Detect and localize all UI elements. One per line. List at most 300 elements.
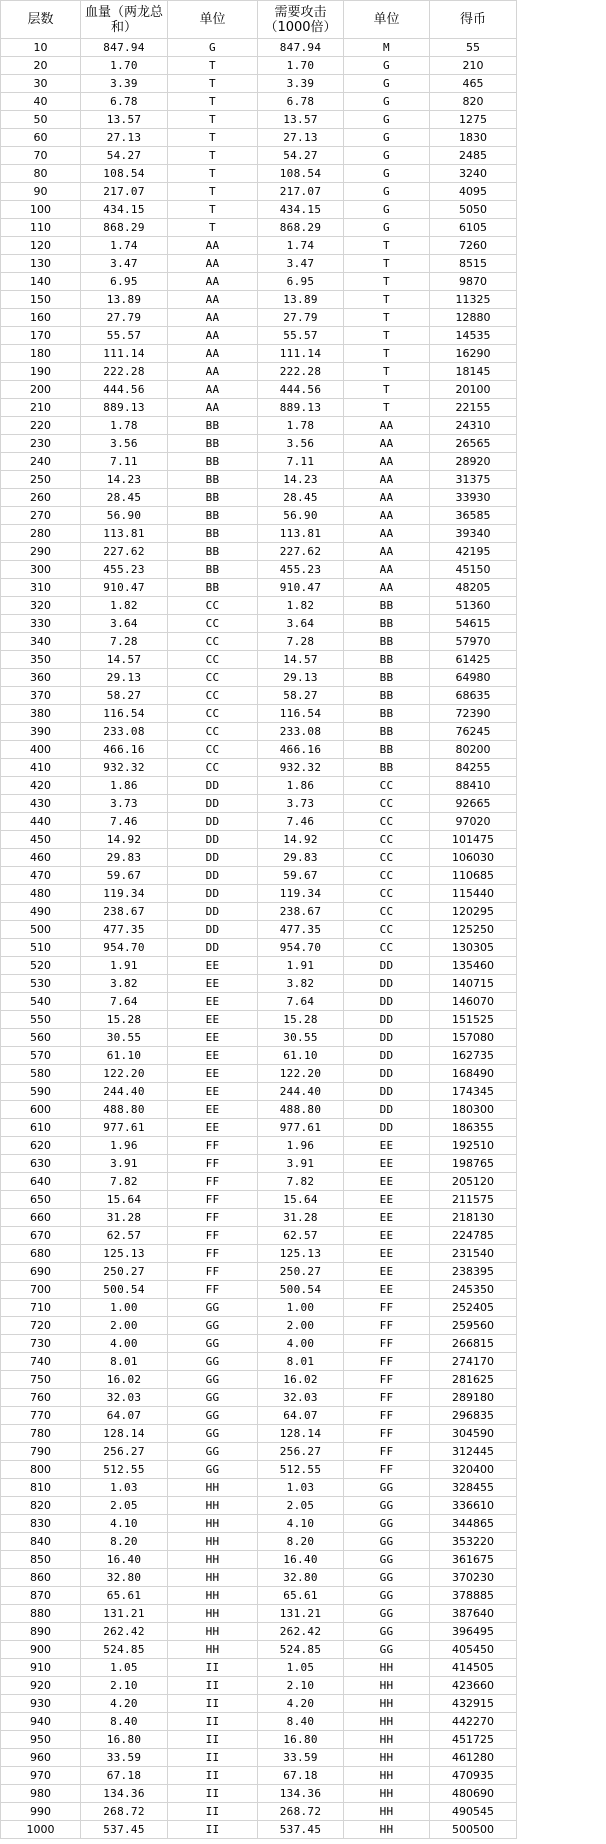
attack-unit-cell: AA bbox=[344, 453, 430, 471]
hp-cell: 2.10 bbox=[81, 1677, 168, 1695]
hp-cell: 1.05 bbox=[81, 1659, 168, 1677]
coins-cell: 432915 bbox=[430, 1695, 517, 1713]
coins-cell: 39340 bbox=[430, 525, 517, 543]
attack-unit-cell: AA bbox=[344, 525, 430, 543]
table-row bbox=[1, 1461, 517, 1479]
attack-cell: 227.62 bbox=[258, 543, 344, 561]
floor-cell: 50 bbox=[1, 111, 81, 129]
hp-unit-cell: II bbox=[168, 1695, 258, 1713]
table-row bbox=[1, 795, 517, 813]
table-row bbox=[1, 1677, 517, 1695]
attack-unit-cell: HH bbox=[344, 1803, 430, 1821]
hp-cell: 455.23 bbox=[81, 561, 168, 579]
table-row bbox=[1, 453, 517, 471]
hp-cell: 15.28 bbox=[81, 1011, 168, 1029]
hp-cell: 54.27 bbox=[81, 147, 168, 165]
table-row bbox=[1, 1533, 517, 1551]
attack-unit-cell: BB bbox=[344, 741, 430, 759]
hp-cell: 32.03 bbox=[81, 1389, 168, 1407]
table-row bbox=[1, 1353, 517, 1371]
attack-unit-cell: CC bbox=[344, 777, 430, 795]
attack-cell: 30.55 bbox=[258, 1029, 344, 1047]
attack-cell: 1.70 bbox=[258, 57, 344, 75]
floor-cell: 300 bbox=[1, 561, 81, 579]
hp-unit-cell: HH bbox=[168, 1479, 258, 1497]
attack-unit-cell: GG bbox=[344, 1533, 430, 1551]
coins-cell: 12880 bbox=[430, 309, 517, 327]
hp-unit-cell: GG bbox=[168, 1407, 258, 1425]
hp-cell: 250.27 bbox=[81, 1263, 168, 1281]
attack-unit-cell: CC bbox=[344, 921, 430, 939]
coins-cell: 218130 bbox=[430, 1209, 517, 1227]
hp-cell: 64.07 bbox=[81, 1407, 168, 1425]
attack-unit-cell: GG bbox=[344, 1551, 430, 1569]
hp-cell: 238.67 bbox=[81, 903, 168, 921]
table-row bbox=[1, 957, 517, 975]
hp-cell: 889.13 bbox=[81, 399, 168, 417]
hp-cell: 62.57 bbox=[81, 1227, 168, 1245]
coins-cell: 22155 bbox=[430, 399, 517, 417]
table-row bbox=[1, 669, 517, 687]
floor-cell: 130 bbox=[1, 255, 81, 273]
table-row bbox=[1, 1749, 517, 1767]
attack-unit-cell: T bbox=[344, 237, 430, 255]
coins-cell: 130305 bbox=[430, 939, 517, 957]
floor-cell: 720 bbox=[1, 1317, 81, 1335]
hp-unit-cell: BB bbox=[168, 489, 258, 507]
table-row bbox=[1, 399, 517, 417]
attack-unit-cell: DD bbox=[344, 1047, 430, 1065]
hp-cell: 6.78 bbox=[81, 93, 168, 111]
table-row bbox=[1, 813, 517, 831]
attack-cell: 977.61 bbox=[258, 1119, 344, 1137]
attack-cell: 524.85 bbox=[258, 1641, 344, 1659]
coins-cell: 224785 bbox=[430, 1227, 517, 1245]
coins-cell: 442270 bbox=[430, 1713, 517, 1731]
attack-unit-cell: FF bbox=[344, 1371, 430, 1389]
floor-cell: 800 bbox=[1, 1461, 81, 1479]
coins-cell: 192510 bbox=[430, 1137, 517, 1155]
table-row bbox=[1, 921, 517, 939]
table-row bbox=[1, 1389, 517, 1407]
table-row bbox=[1, 1065, 517, 1083]
attack-unit-cell: T bbox=[344, 309, 430, 327]
hp-unit-cell: DD bbox=[168, 939, 258, 957]
hp-unit-cell: G bbox=[168, 39, 258, 57]
hp-cell: 13.57 bbox=[81, 111, 168, 129]
attack-cell: 1.74 bbox=[258, 237, 344, 255]
hp-unit-cell: FF bbox=[168, 1191, 258, 1209]
floor-cell: 880 bbox=[1, 1605, 81, 1623]
floor-cell: 600 bbox=[1, 1101, 81, 1119]
table-row bbox=[1, 75, 517, 93]
floor-cell: 370 bbox=[1, 687, 81, 705]
coins-cell: 48205 bbox=[430, 579, 517, 597]
floor-cell: 810 bbox=[1, 1479, 81, 1497]
floor-cell: 710 bbox=[1, 1299, 81, 1317]
coins-cell: 353220 bbox=[430, 1533, 517, 1551]
hp-unit-cell: BB bbox=[168, 417, 258, 435]
hp-unit-cell: II bbox=[168, 1821, 258, 1839]
coins-cell: 101475 bbox=[430, 831, 517, 849]
table-row bbox=[1, 39, 517, 57]
attack-cell: 2.00 bbox=[258, 1317, 344, 1335]
hp-cell: 268.72 bbox=[81, 1803, 168, 1821]
hp-cell: 4.00 bbox=[81, 1335, 168, 1353]
table-row bbox=[1, 975, 517, 993]
attack-unit-cell: M bbox=[344, 39, 430, 57]
hp-cell: 3.47 bbox=[81, 255, 168, 273]
hp-cell: 512.55 bbox=[81, 1461, 168, 1479]
hp-unit-cell: GG bbox=[168, 1389, 258, 1407]
hp-cell: 61.10 bbox=[81, 1047, 168, 1065]
floor-cell: 360 bbox=[1, 669, 81, 687]
hp-cell: 65.61 bbox=[81, 1587, 168, 1605]
attack-cell: 2.10 bbox=[258, 1677, 344, 1695]
table-row bbox=[1, 1119, 517, 1137]
attack-unit-cell: CC bbox=[344, 795, 430, 813]
coins-cell: 423660 bbox=[430, 1677, 517, 1695]
hp-unit-cell: EE bbox=[168, 975, 258, 993]
attack-unit-cell: HH bbox=[344, 1677, 430, 1695]
coins-cell: 238395 bbox=[430, 1263, 517, 1281]
hp-cell: 1.03 bbox=[81, 1479, 168, 1497]
floor-cell: 570 bbox=[1, 1047, 81, 1065]
table-row bbox=[1, 1245, 517, 1263]
table-row bbox=[1, 1587, 517, 1605]
floor-cell: 530 bbox=[1, 975, 81, 993]
hp-cell: 3.64 bbox=[81, 615, 168, 633]
attack-unit-cell: EE bbox=[344, 1137, 430, 1155]
attack-cell: 434.15 bbox=[258, 201, 344, 219]
coins-cell: 396495 bbox=[430, 1623, 517, 1641]
hp-unit-cell: II bbox=[168, 1731, 258, 1749]
hp-cell: 7.46 bbox=[81, 813, 168, 831]
attack-cell: 16.80 bbox=[258, 1731, 344, 1749]
coins-cell: 465 bbox=[430, 75, 517, 93]
attack-cell: 116.54 bbox=[258, 705, 344, 723]
hp-cell: 1.78 bbox=[81, 417, 168, 435]
table-row bbox=[1, 1155, 517, 1173]
table-row bbox=[1, 1713, 517, 1731]
floor-cell: 560 bbox=[1, 1029, 81, 1047]
coins-cell: 157080 bbox=[430, 1029, 517, 1047]
table-row bbox=[1, 1371, 517, 1389]
floor-cell: 410 bbox=[1, 759, 81, 777]
attack-unit-cell: DD bbox=[344, 993, 430, 1011]
floor-cell: 150 bbox=[1, 291, 81, 309]
hp-cell: 113.81 bbox=[81, 525, 168, 543]
table-row bbox=[1, 201, 517, 219]
hp-unit-cell: T bbox=[168, 111, 258, 129]
table-row bbox=[1, 1083, 517, 1101]
table-row bbox=[1, 939, 517, 957]
hp-unit-cell: DD bbox=[168, 777, 258, 795]
coins-cell: 6105 bbox=[430, 219, 517, 237]
hp-unit-cell: EE bbox=[168, 1047, 258, 1065]
coins-cell: 231540 bbox=[430, 1245, 517, 1263]
floor-cell: 140 bbox=[1, 273, 81, 291]
table-row bbox=[1, 1569, 517, 1587]
attack-unit-cell: CC bbox=[344, 831, 430, 849]
coins-cell: 57970 bbox=[430, 633, 517, 651]
attack-cell: 67.18 bbox=[258, 1767, 344, 1785]
table-row bbox=[1, 1137, 517, 1155]
attack-unit-cell: EE bbox=[344, 1263, 430, 1281]
attack-unit-cell: FF bbox=[344, 1407, 430, 1425]
hp-cell: 58.27 bbox=[81, 687, 168, 705]
coins-cell: 11325 bbox=[430, 291, 517, 309]
floor-cell: 10 bbox=[1, 39, 81, 57]
coins-cell: 289180 bbox=[430, 1389, 517, 1407]
attack-unit-cell: HH bbox=[344, 1749, 430, 1767]
floor-cell: 180 bbox=[1, 345, 81, 363]
coins-cell: 312445 bbox=[430, 1443, 517, 1461]
hp-cell: 262.42 bbox=[81, 1623, 168, 1641]
floor-cell: 700 bbox=[1, 1281, 81, 1299]
floor-cell: 1000 bbox=[1, 1821, 81, 1839]
floor-cell: 670 bbox=[1, 1227, 81, 1245]
attack-unit-cell: BB bbox=[344, 705, 430, 723]
hp-unit-cell: GG bbox=[168, 1335, 258, 1353]
floor-cell: 660 bbox=[1, 1209, 81, 1227]
attack-cell: 455.23 bbox=[258, 561, 344, 579]
table-row bbox=[1, 1785, 517, 1803]
hp-unit-cell: AA bbox=[168, 381, 258, 399]
attack-cell: 8.20 bbox=[258, 1533, 344, 1551]
floor-cell: 460 bbox=[1, 849, 81, 867]
coins-cell: 140715 bbox=[430, 975, 517, 993]
floor-cell: 990 bbox=[1, 1803, 81, 1821]
attack-unit-cell: CC bbox=[344, 903, 430, 921]
hp-unit-cell: T bbox=[168, 147, 258, 165]
table-row bbox=[1, 1479, 517, 1497]
coins-cell: 14535 bbox=[430, 327, 517, 345]
hp-unit-cell: II bbox=[168, 1659, 258, 1677]
attack-unit-cell: AA bbox=[344, 489, 430, 507]
attack-cell: 6.95 bbox=[258, 273, 344, 291]
floor-cell: 190 bbox=[1, 363, 81, 381]
coins-cell: 9870 bbox=[430, 273, 517, 291]
hp-unit-cell: EE bbox=[168, 1083, 258, 1101]
attack-cell: 537.45 bbox=[258, 1821, 344, 1839]
attack-cell: 64.07 bbox=[258, 1407, 344, 1425]
hp-unit-cell: CC bbox=[168, 651, 258, 669]
coins-cell: 54615 bbox=[430, 615, 517, 633]
hp-unit-cell: AA bbox=[168, 363, 258, 381]
floor-cell: 340 bbox=[1, 633, 81, 651]
floor-cell: 590 bbox=[1, 1083, 81, 1101]
hp-cell: 2.05 bbox=[81, 1497, 168, 1515]
coins-cell: 320400 bbox=[430, 1461, 517, 1479]
attack-cell: 1.03 bbox=[258, 1479, 344, 1497]
attack-unit-cell: GG bbox=[344, 1515, 430, 1533]
hp-unit-cell: HH bbox=[168, 1623, 258, 1641]
hp-cell: 16.40 bbox=[81, 1551, 168, 1569]
hp-cell: 222.28 bbox=[81, 363, 168, 381]
table-row bbox=[1, 543, 517, 561]
hp-unit-cell: T bbox=[168, 165, 258, 183]
floor-cell: 350 bbox=[1, 651, 81, 669]
attack-cell: 29.13 bbox=[258, 669, 344, 687]
attack-unit-cell: AA bbox=[344, 417, 430, 435]
coins-cell: 36585 bbox=[430, 507, 517, 525]
attack-unit-cell: HH bbox=[344, 1821, 430, 1839]
hp-unit-cell: CC bbox=[168, 597, 258, 615]
table-row bbox=[1, 1605, 517, 1623]
coins-cell: 252405 bbox=[430, 1299, 517, 1317]
hp-unit-cell: BB bbox=[168, 525, 258, 543]
attack-cell: 477.35 bbox=[258, 921, 344, 939]
floor-cell: 620 bbox=[1, 1137, 81, 1155]
coins-cell: 162735 bbox=[430, 1047, 517, 1065]
hp-unit-cell: EE bbox=[168, 1065, 258, 1083]
attack-unit-cell: G bbox=[344, 147, 430, 165]
coins-cell: 820 bbox=[430, 93, 517, 111]
table-row bbox=[1, 705, 517, 723]
hp-cell: 128.14 bbox=[81, 1425, 168, 1443]
floor-cell: 30 bbox=[1, 75, 81, 93]
attack-unit-cell: BB bbox=[344, 759, 430, 777]
attack-cell: 16.40 bbox=[258, 1551, 344, 1569]
attack-cell: 4.20 bbox=[258, 1695, 344, 1713]
attack-cell: 14.23 bbox=[258, 471, 344, 489]
coins-cell: 304590 bbox=[430, 1425, 517, 1443]
floor-cell: 650 bbox=[1, 1191, 81, 1209]
coins-cell: 174345 bbox=[430, 1083, 517, 1101]
table-row bbox=[1, 1443, 517, 1461]
attack-unit-cell: FF bbox=[344, 1299, 430, 1317]
hp-unit-cell: BB bbox=[168, 453, 258, 471]
table-row bbox=[1, 93, 517, 111]
coins-cell: 370230 bbox=[430, 1569, 517, 1587]
hp-cell: 477.35 bbox=[81, 921, 168, 939]
floor-cell: 260 bbox=[1, 489, 81, 507]
attack-cell: 134.36 bbox=[258, 1785, 344, 1803]
hp-cell: 954.70 bbox=[81, 939, 168, 957]
table-row bbox=[1, 741, 517, 759]
hp-cell: 466.16 bbox=[81, 741, 168, 759]
table-row bbox=[1, 1425, 517, 1443]
floor-cell: 80 bbox=[1, 165, 81, 183]
attack-cell: 2.05 bbox=[258, 1497, 344, 1515]
table-row bbox=[1, 435, 517, 453]
attack-cell: 56.90 bbox=[258, 507, 344, 525]
table-row bbox=[1, 147, 517, 165]
hp-cell: 14.23 bbox=[81, 471, 168, 489]
table-row bbox=[1, 885, 517, 903]
hp-unit-cell: EE bbox=[168, 1119, 258, 1137]
coins-cell: 470935 bbox=[430, 1767, 517, 1785]
table-row bbox=[1, 1281, 517, 1299]
table-row bbox=[1, 831, 517, 849]
floor-cell: 470 bbox=[1, 867, 81, 885]
floor-cell: 380 bbox=[1, 705, 81, 723]
hp-cell: 488.80 bbox=[81, 1101, 168, 1119]
floor-cell: 70 bbox=[1, 147, 81, 165]
floor-cell: 860 bbox=[1, 1569, 81, 1587]
attack-cell: 15.28 bbox=[258, 1011, 344, 1029]
header-hp-unit: 单位 bbox=[168, 1, 258, 39]
hp-unit-cell: DD bbox=[168, 795, 258, 813]
hp-unit-cell: FF bbox=[168, 1137, 258, 1155]
hp-cell: 8.01 bbox=[81, 1353, 168, 1371]
hp-cell: 2.00 bbox=[81, 1317, 168, 1335]
coins-cell: 72390 bbox=[430, 705, 517, 723]
hp-cell: 125.13 bbox=[81, 1245, 168, 1263]
hp-cell: 444.56 bbox=[81, 381, 168, 399]
coins-cell: 31375 bbox=[430, 471, 517, 489]
table-row bbox=[1, 903, 517, 921]
floor-cell: 220 bbox=[1, 417, 81, 435]
table-row bbox=[1, 327, 517, 345]
hp-cell: 3.73 bbox=[81, 795, 168, 813]
attack-unit-cell: G bbox=[344, 201, 430, 219]
coins-cell: 24310 bbox=[430, 417, 517, 435]
coins-cell: 210 bbox=[430, 57, 517, 75]
coins-cell: 4095 bbox=[430, 183, 517, 201]
table-row bbox=[1, 237, 517, 255]
floor-cell: 280 bbox=[1, 525, 81, 543]
coins-cell: 76245 bbox=[430, 723, 517, 741]
hp-cell: 1.70 bbox=[81, 57, 168, 75]
hp-unit-cell: T bbox=[168, 201, 258, 219]
hp-cell: 67.18 bbox=[81, 1767, 168, 1785]
coins-cell: 55 bbox=[430, 39, 517, 57]
hp-cell: 116.54 bbox=[81, 705, 168, 723]
table-row bbox=[1, 1497, 517, 1515]
coins-cell: 7260 bbox=[430, 237, 517, 255]
hp-unit-cell: GG bbox=[168, 1317, 258, 1335]
table-row bbox=[1, 363, 517, 381]
attack-unit-cell: HH bbox=[344, 1659, 430, 1677]
table-row bbox=[1, 1191, 517, 1209]
hp-cell: 434.15 bbox=[81, 201, 168, 219]
table-row bbox=[1, 345, 517, 363]
attack-unit-cell: BB bbox=[344, 651, 430, 669]
attack-unit-cell: T bbox=[344, 363, 430, 381]
attack-unit-cell: EE bbox=[344, 1155, 430, 1173]
attack-cell: 33.59 bbox=[258, 1749, 344, 1767]
coins-cell: 5050 bbox=[430, 201, 517, 219]
floor-cell: 500 bbox=[1, 921, 81, 939]
attack-unit-cell: AA bbox=[344, 471, 430, 489]
attack-unit-cell: AA bbox=[344, 543, 430, 561]
coins-cell: 211575 bbox=[430, 1191, 517, 1209]
hp-unit-cell: DD bbox=[168, 885, 258, 903]
attack-unit-cell: EE bbox=[344, 1227, 430, 1245]
attack-cell: 268.72 bbox=[258, 1803, 344, 1821]
attack-cell: 32.03 bbox=[258, 1389, 344, 1407]
hp-unit-cell: FF bbox=[168, 1263, 258, 1281]
hp-cell: 524.85 bbox=[81, 1641, 168, 1659]
table-row bbox=[1, 597, 517, 615]
hp-cell: 7.82 bbox=[81, 1173, 168, 1191]
floor-cell: 430 bbox=[1, 795, 81, 813]
table-row bbox=[1, 1299, 517, 1317]
hp-cell: 8.20 bbox=[81, 1533, 168, 1551]
header-hp: 血量（两龙总和） bbox=[81, 1, 168, 39]
hp-unit-cell: II bbox=[168, 1803, 258, 1821]
floor-cell: 90 bbox=[1, 183, 81, 201]
attack-unit-cell: DD bbox=[344, 1119, 430, 1137]
floor-cell: 770 bbox=[1, 1407, 81, 1425]
coins-cell: 92665 bbox=[430, 795, 517, 813]
floor-cell: 120 bbox=[1, 237, 81, 255]
hp-cell: 7.64 bbox=[81, 993, 168, 1011]
hp-unit-cell: CC bbox=[168, 759, 258, 777]
attack-cell: 32.80 bbox=[258, 1569, 344, 1587]
